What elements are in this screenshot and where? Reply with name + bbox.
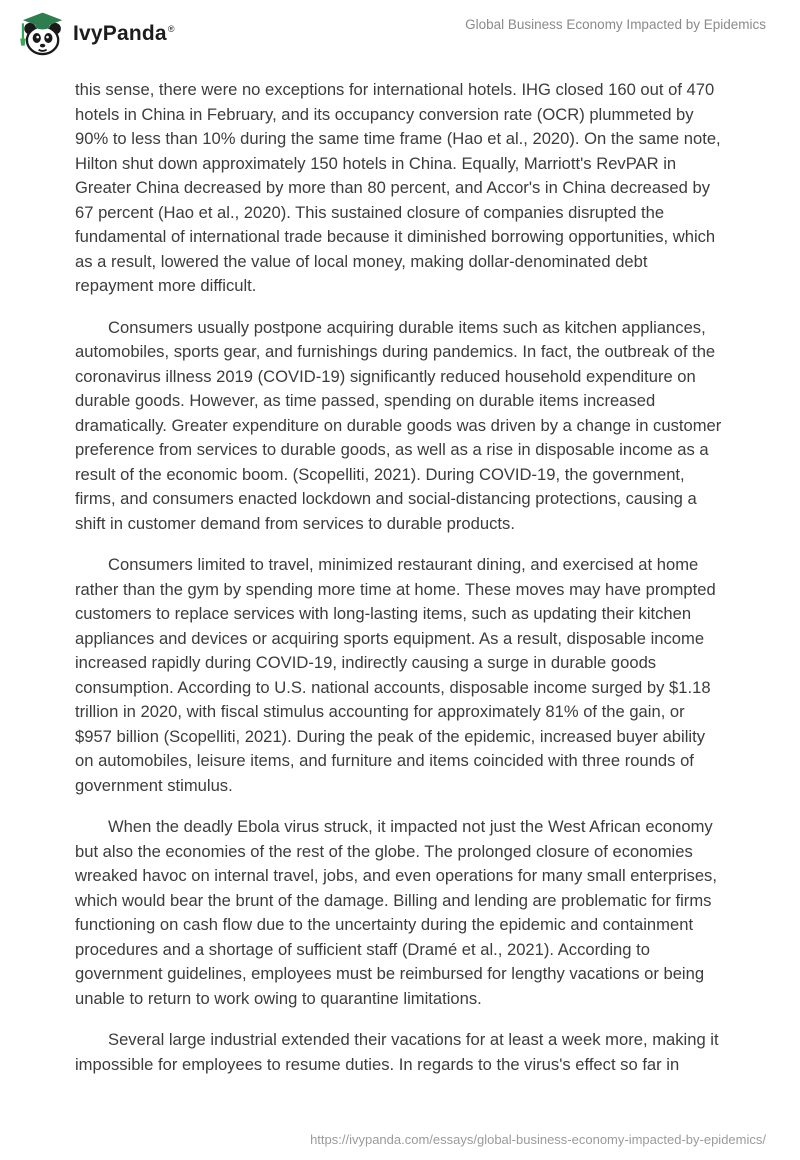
essay-body xyxy=(0,62,800,1077)
panda-face xyxy=(27,26,58,54)
essay-paragraph: When the deadly Ebola virus struck, it impacted not just the West African economy but also the economies of the rest of the globe. The prolonged closure of economies wreaked havoc on internal travel, jobs, and even operations for many small enterprises, which would bear the brunt of the damage. Billing and lending are problematic for firms functioning on cash flow due to the uncertainty during the epidemic and containment procedures and a shortage of sufficient staff (Dramé et al., 2021). According to government guidelines, employees must be reimbursed for lengthy vacations or being unable to return to work owing to quarantine limitations. xyxy=(75,817,717,1008)
essay-paragraph: this sense, there were no exceptions for international hotels. IHG closed 160 out of 470 hotels in China in February, and its occupancy conversion rate (OCR) plummeted by 90% to less than 10% during the same time frame (Hao et al., 2020). On the same note, Hilton shut down approximately 150 hotels in China. Equally, Marriott's RevPAR in Greater China decreased by more than 80 percent, and Accor's in China decreased by 67 percent (Hao et al., 2020). This sustained closure of companies disrupted the fundamental of international trade because it diminished borrowing opportunities, which as a result, lowered the value of local money, making dollar-denominated debt repayment more difficult. xyxy=(75,80,721,295)
document-title: Global Business Economy Impacted by Epidemics xyxy=(465,17,766,32)
source-url: https://ivypanda.com/essays/global-business-economy-impacted-by-epidemics/ xyxy=(310,1132,766,1147)
page-footer xyxy=(310,1132,766,1147)
page-header xyxy=(0,0,800,62)
essay-paragraph: Several large industrial extended their vacations for at least a week more, making it impossible for employees to resume duties. In regards to the virus's effect so far in xyxy=(75,1030,719,1074)
essay-paragraph: Consumers limited to travel, minimized restaurant dining, and exercised at home rather than the gym by spending more time at home. These moves may have prompted customers to replace services with long-lasting items, such as updating their kitchen appliances and devices or acquiring sports equipment. As a result, disposable income increased rapidly during COVID-19, indirectly causing a surge in durable goods consumption. According to U.S. national accounts, disposable income surged by $1.18 trillion in 2020, with fiscal stimulus accounting for approximately 81% of the gain, or $957 billion (Scopelliti, 2021). During the peak of the epidemic, increased buyer ability on automobiles, leisure items, and furniture and items coincided with three rounds of government stimulus. xyxy=(75,555,716,795)
brand-name xyxy=(73,22,175,46)
essay-paragraph: Consumers usually postpone acquiring durable items such as kitchen appliances, automobiles, sports gear, and furnishings during pandemics. In fact, the outbreak of the coronavirus illness 2019 (COVID-19) significantly reduced household expenditure on durable goods. However, as time passed, spending on durable items increased dramatically. Greater expenditure on durable goods was driven by a change in customer preference from services to durable goods, as well as a rise in disposable income as a result of the economic boom. (Scopelliti, 2021). During COVID-19, the government, firms, and consumers enacted lockdown and social-distancing protections, causing a shift in customer demand from services to durable products. xyxy=(75,317,722,533)
brand-text: IvyPanda xyxy=(73,22,167,45)
registered-mark: ® xyxy=(167,24,175,34)
brand-logo xyxy=(14,9,175,59)
panda-graduate-icon xyxy=(14,9,64,59)
